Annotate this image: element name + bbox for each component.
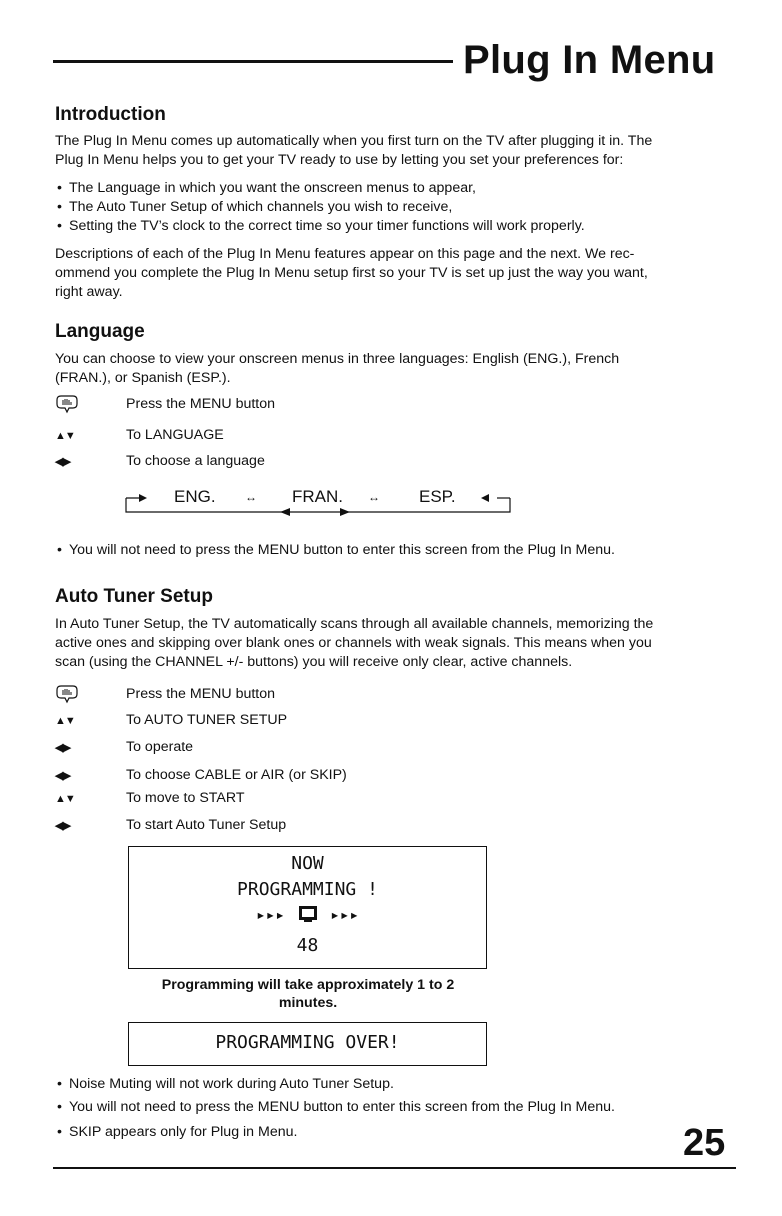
menu-button-icon (55, 684, 115, 704)
channel-number: 48 (296, 935, 319, 956)
header-rule (53, 60, 453, 63)
language-option-fran: FRAN. (292, 487, 343, 506)
language-paragraph-line: (FRAN.), or Spanish (ESP.). (55, 370, 231, 386)
language-step (55, 451, 735, 471)
intro-closing-line: Descriptions of each of the Plug In Menu features appear on this page and the next. We rec- (55, 246, 635, 262)
intro-heading: Introduction (55, 104, 166, 125)
step-text: Press the MENU button (126, 396, 276, 412)
auto-tuner-step (55, 765, 735, 785)
language-notes (55, 541, 745, 560)
list-item: • You will not need to press the MENU button to enter this screen from the Plug In Menu. (57, 542, 615, 558)
list-item: • You will not need to press the MENU button to enter this screen from the Plug In Menu. (57, 1099, 615, 1115)
language-heading: Language (55, 321, 145, 342)
progress-arrows-icon: ▸▸▸ (330, 905, 360, 924)
intro-closing-line: right away. (55, 284, 123, 300)
auto-tuner-step (55, 788, 735, 808)
double-arrow-icon: ↔ (368, 490, 380, 504)
step-text: To choose CABLE or AIR (or SKIP) (126, 767, 347, 783)
bullet-icon: • (57, 1124, 62, 1140)
progress-arrows-icon: ▸▸▸ (255, 905, 285, 924)
programming-over-screen (128, 1022, 487, 1066)
intro-closing-line: ommend you complete the Plug In Menu setup first so your TV is set up just the way you want, (55, 265, 648, 281)
footer-rule (53, 1167, 736, 1169)
step-text: To LANGUAGE (126, 427, 224, 443)
auto-tuner-paragraph-line: scan (using the CHANNEL +/- buttons) you will receive only clear, active channels. (55, 654, 573, 670)
list-item: • SKIP appears only for Plug in Menu. (57, 1124, 298, 1140)
intro-paragraph-line: Plug In Menu helps you to get your TV ready to use by letting you set your preferences for: (55, 152, 624, 168)
double-arrow-icon: ↔ (245, 490, 257, 504)
programming-screen (128, 846, 487, 969)
step-text: Press the MENU button (126, 686, 276, 702)
programming-caption: Programming will take approximately 1 to 2 (161, 977, 455, 993)
auto-tuner-step (55, 684, 735, 704)
language-step (55, 425, 735, 445)
bullet-icon: • (57, 1099, 62, 1115)
list-item: • The Language in which you want the onscreen menus to appear, (57, 180, 476, 196)
auto-tuner-notes (55, 1075, 745, 1142)
page-title: Plug In Menu (463, 38, 716, 82)
auto-tuner-step (55, 815, 735, 835)
list-item: • Setting the TV’s clock to the correct time so your timer functions will work properly. (57, 218, 585, 234)
auto-tuner-paragraph-line: active ones and skipping over blank ones or channels with weak signals. This means when you (55, 635, 652, 651)
auto-tuner-step (55, 710, 735, 730)
list-item: • The Auto Tuner Setup of which channels you wish to receive, (57, 199, 453, 215)
programming-caption: minutes. (278, 995, 338, 1011)
up-down-arrows-icon: ▲▼ (55, 430, 75, 442)
language-option-cycle (125, 484, 525, 524)
language-option-eng: ENG. (174, 487, 216, 506)
intro-bullet-list (55, 179, 745, 236)
step-text: To start Auto Tuner Setup (126, 817, 287, 833)
auto-tuner-heading: Auto Tuner Setup (55, 586, 213, 607)
screen-status-line: NOW (291, 853, 324, 874)
screen-status-line: PROGRAMMING OVER! (215, 1032, 400, 1053)
menu-button-icon (55, 394, 115, 414)
auto-tuner-paragraph-line: In Auto Tuner Setup, the TV automatically scans through all available channels, memorizing the (55, 616, 654, 632)
language-paragraph-line: You can choose to view your onscreen menus in three languages: English (ENG.), French (55, 351, 620, 367)
list-item: • Noise Muting will not work during Auto Tuner Setup. (57, 1076, 394, 1092)
tv-icon (298, 905, 318, 923)
step-text: To choose a language (126, 453, 265, 469)
step-text: To move to START (126, 790, 245, 806)
language-option-esp: ESP. (419, 487, 456, 506)
up-down-arrows-icon: ▲▼ (55, 793, 75, 805)
bullet-icon: • (57, 180, 62, 196)
bullet-icon: • (57, 218, 62, 234)
progress-indicator (129, 905, 486, 924)
step-text: To operate (126, 739, 194, 755)
up-down-arrows-icon: ▲▼ (55, 715, 75, 727)
left-right-arrows-icon: ◀▶ (55, 770, 70, 782)
language-step (55, 394, 735, 414)
step-text: To AUTO TUNER SETUP (126, 712, 288, 728)
screen-status-line: PROGRAMMING ! (237, 879, 378, 900)
left-right-arrows-icon: ◀▶ (55, 456, 70, 468)
left-right-arrows-icon: ◀▶ (55, 742, 70, 754)
bullet-icon: • (57, 1076, 62, 1092)
page-number: 25 (683, 1122, 726, 1164)
auto-tuner-step (55, 737, 735, 757)
intro-paragraph-line: The Plug In Menu comes up automatically when you first turn on the TV after plugging it in. The (55, 133, 653, 149)
left-right-arrows-icon: ◀▶ (55, 820, 70, 832)
bullet-icon: • (57, 199, 62, 215)
bullet-icon: • (57, 542, 62, 558)
